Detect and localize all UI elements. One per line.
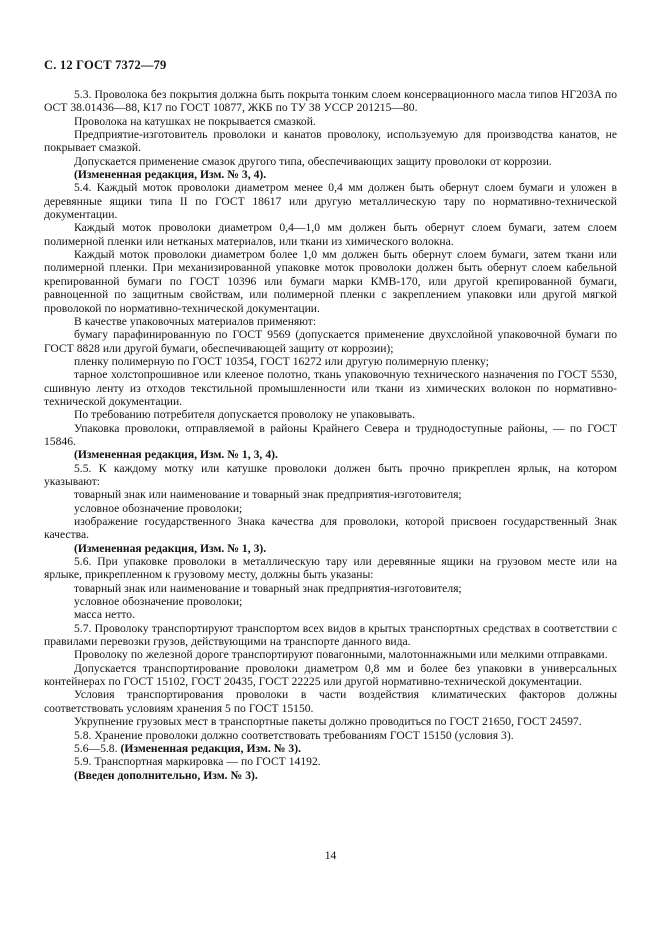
paragraph-clause-5-7-note-1: Проволоку по железной дороге транспортируют повагонными, малотоннажными или мелкими отправками. bbox=[74, 648, 608, 662]
paragraph-revision-note-3: (Измененная редакция, Изм. № 1, 3). bbox=[74, 541, 267, 555]
paragraph-clause-5-5-item-2: условное обозначение проволоки; bbox=[74, 501, 243, 515]
page-header: С. 12 ГОСТ 7372—79 bbox=[44, 58, 167, 72]
paragraph-clause-5-3-note-3: Допускается применение смазок другого типа, обеспечивающих защиту проволоки от коррозии. bbox=[74, 154, 552, 168]
paragraph-clause-5-6-item-1: товарный знак или наименование и товарный знак предприятия-изготовителя; bbox=[74, 581, 462, 595]
paragraph-clause-5-5-item-3: изображение государственного Знака качества для проволоки, которой присвоен государственный Знак качества. bbox=[44, 515, 617, 542]
paragraph-revision-note-1: (Измененная редакция, Изм. № 3, 4). bbox=[74, 168, 267, 182]
paragraph-clause-5-5-item-1: товарный знак или наименование и товарный знак предприятия-изготовителя; bbox=[74, 488, 462, 502]
paragraph-revision-note-5: (Введен дополнительно, Изм. № 3). bbox=[74, 768, 258, 782]
paragraph-clause-5-7-note-4: Укрупнение грузовых мест в транспортные пакеты должно проводиться по ГОСТ 21650, ГОСТ 24597. bbox=[74, 715, 582, 729]
paragraph-clause-5-3-note-2: Предприятие-изготовитель проволоки и канатов проволоку, используемую для производства канатов, не покрывает смазкой. bbox=[44, 128, 617, 155]
paragraph-clause-5-4: 5.4. Каждый моток проволоки диаметром менее 0,4 мм должен быть обернут слоем бумаги и уложен в деревянные ящики типа II по ГОСТ 18617 или другую металлическую тару по нормативно-технической документации. bbox=[44, 181, 617, 222]
paragraph-clause-5-4-note-2: Каждый моток проволоки диаметром более 1,0 мм должен быть обернут слоем бумаги, затем ткани или полимерной пленки. При механизированной упаковке моток проволоки должен быть обернут слоем кабельной крепированной бумаги по ГОСТ 10396 или бумаги марки КМВ-170, или другой крепированной бумаги, равноценной по защитным свойствам, или полимерной пленки с закреплением упаковки или другой мягкой проволокой по нормативно-технической документации. bbox=[44, 248, 617, 315]
revision-note-4-bold: (Измененная редакция, Изм. № 3). bbox=[120, 741, 301, 755]
paragraph-clause-5-5: 5.5. К каждому мотку или катушке проволоки должен быть прочно прикреплен ярлык, на котором указывают: bbox=[44, 461, 617, 488]
paragraph-packing-note-1: По требованию потребителя допускается проволоку не упаковывать. bbox=[74, 408, 415, 422]
document-body bbox=[44, 88, 617, 782]
page-number: 14 bbox=[324, 849, 337, 862]
paragraph-packing-note-2: Упаковка проволоки, отправляемой в районы Крайнего Севера и труднодоступные районы, — по ГОСТ 15846. bbox=[44, 421, 617, 448]
paragraph-clause-5-6-item-3: масса нетто. bbox=[74, 608, 136, 622]
paragraph-revision-note-2: (Измененная редакция, Изм. № 1, 3, 4). bbox=[74, 448, 278, 462]
paragraph-clause-5-3-note-1: Проволока на катушках не покрывается смазкой. bbox=[74, 114, 316, 128]
paragraph-packing-material-2: пленку полимерную по ГОСТ 10354, ГОСТ 16272 или другую полимерную пленку; bbox=[74, 354, 489, 368]
paragraph-packing-material-1: бумагу парафинированную по ГОСТ 9569 (допускается применение двухслойной упаковочной бумаги по ГОСТ 8828 или другой бумаги, обеспечивающей защиту от коррозии); bbox=[44, 328, 617, 355]
paragraph-clause-5-8: 5.8. Хранение проволоки должно соответствовать требованиям ГОСТ 15150 (условия 3). bbox=[74, 728, 514, 742]
paragraph-clause-5-7-note-3: Условия транспортирования проволоки в части воздействия климатических факторов должны соответствовать условиям хранения 5 по ГОСТ 15150. bbox=[44, 688, 617, 715]
paragraph-clause-5-9: 5.9. Транспортная маркировка — по ГОСТ 14192. bbox=[74, 755, 321, 769]
paragraph-clause-5-7-note-2: Допускается транспортирование проволоки диаметром 0,8 мм и более без упаковки в универсальных контейнерах по ГОСТ 15102, ГОСТ 20435, ГОСТ 22225 или другой нормативно-технической документации. bbox=[44, 661, 617, 689]
paragraph-clause-5-3: 5.3. Проволока без покрытия должна быть покрыта тонким слоем консервационного масла типов НГ203А по ОСТ 38.01436—88, К17 по ГОСТ 10877, ЖКБ по ТУ 38 УССР 201215—80. bbox=[44, 88, 617, 115]
paragraph-clause-5-4-note-1: Каждый моток проволоки диаметром 0,4—1,0 мм должен быть обернут слоем бумаги, затем слоем полимерной пленки или нетканых материалов, или ткани из химического волокна. bbox=[44, 221, 617, 248]
paragraph-clause-5-6: 5.6. При упаковке проволоки в металлическую тару или деревянные ящики на грузовом месте или на ярлыке, прикрепленном к грузовому месту, должны быть указаны: bbox=[44, 555, 617, 582]
paragraph-clause-5-7: 5.7. Проволоку транспортируют транспортом всех видов в крытых транспортных средствах в соответствии с правилами перевозки грузов, действующими на транспорте данного вида. bbox=[44, 621, 617, 649]
revision-note-4-prefix: 5.6—5.8. bbox=[74, 741, 121, 755]
paragraph-packing-material-3: тарное холстопрошивное или клееное полотно, ткань упаковочную технического назначения по ГОСТ 5530, сшивную ленту из отходов текстильной промышленности или ткани из химических волокон по нормативно-технической документации. bbox=[44, 368, 617, 408]
paragraph-revision-note-4 bbox=[44, 742, 617, 755]
paragraph-packing-materials-intro: В качестве упаковочных материалов применяют: bbox=[74, 314, 317, 328]
paragraph-clause-5-6-item-2: условное обозначение проволоки; bbox=[74, 595, 243, 609]
